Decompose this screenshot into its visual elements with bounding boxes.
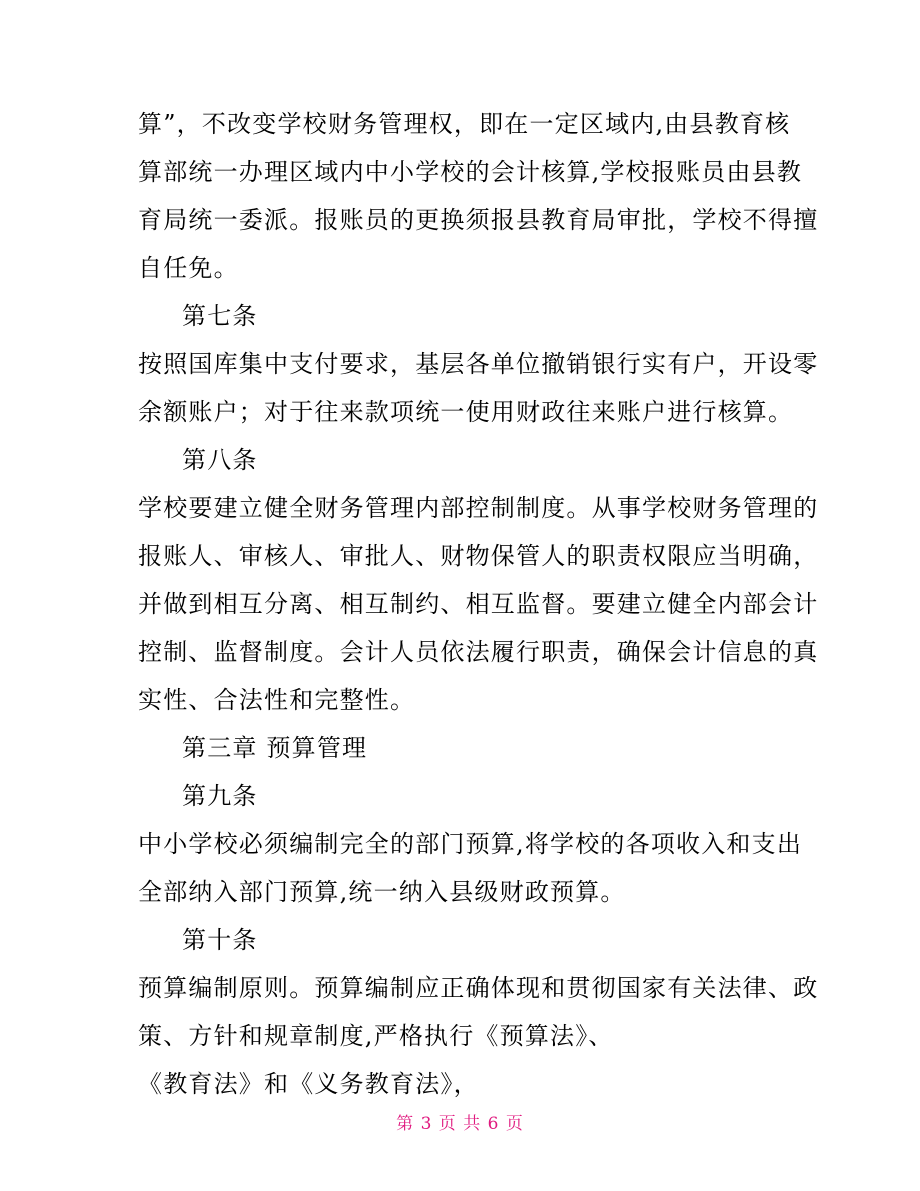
body-line: 实性、合法性和完整性。 — [138, 686, 416, 714]
body-line: 策、方针和规章制度,严格执行《预算法》、 — [138, 1022, 614, 1050]
body-line: 自任免。 — [138, 254, 239, 282]
body-line: 报账人、审核人、审批人、财物保管人的职责权限应当明确， — [138, 542, 819, 570]
body-line: 预算编制原则。预算编制应正确体现和贯彻国家有关法律、政 — [138, 974, 819, 1002]
body-line: 学校要建立健全财务管理内部控制制度。从事学校财务管理的 — [138, 494, 819, 522]
page-number-footer: 第 3 页 共 6 页 — [396, 1114, 524, 1134]
body-line: 控制、监督制度。会计人员依法履行职责，确保会计信息的真 — [138, 638, 819, 666]
body-line: 全部纳入部门预算,统一纳入县级财政预算。 — [138, 878, 626, 906]
body-line: 算部统一办理区域内中小学校的会计核算,学校报账员由县教 — [138, 158, 803, 186]
body-line: 《教育法》和《义务教育法》， — [138, 1070, 479, 1098]
body-line: 余额账户；对于往来款项统一使用财政往来账户进行核算。 — [138, 398, 794, 426]
body-line: 按照国库集中支付要求，基层各单位撤销银行实有户，开设零 — [138, 350, 819, 378]
article-heading: 第九条 — [182, 782, 258, 810]
article-heading: 第十条 — [182, 926, 258, 954]
body-line: 算”，不改变学校财务管理权，即在一定区域内,由县教育核 — [138, 110, 791, 138]
body-line: 中小学校必须编制完全的部门预算,将学校的各项收入和支出 — [138, 830, 803, 858]
article-heading: 第七条 — [182, 302, 258, 330]
article-heading: 第八条 — [182, 446, 258, 474]
document-body — [138, 100, 819, 1108]
chapter-heading: 第三章 预算管理 — [182, 734, 368, 762]
body-line: 育局统一委派。报账员的更换须报县教育局审批，学校不得擅 — [138, 206, 819, 234]
body-line: 并做到相互分离、相互制约、相互监督。要建立健全内部会计 — [138, 590, 819, 618]
